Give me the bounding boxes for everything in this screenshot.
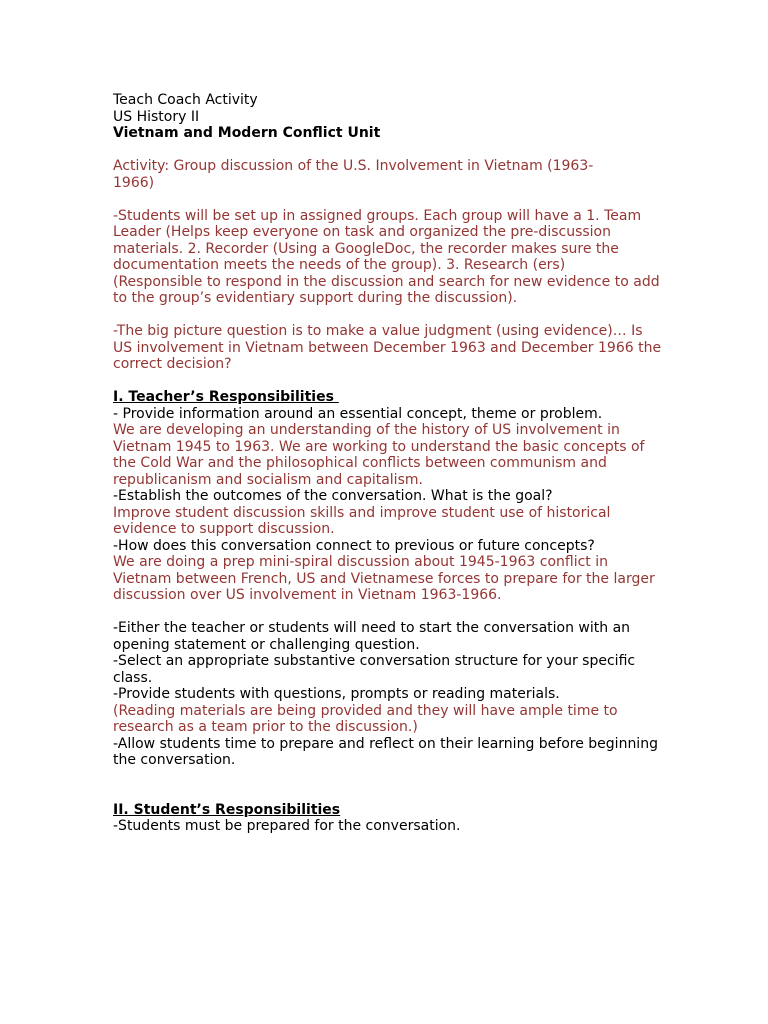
teacher-item-1: - Provide information around an essential concept, theme or problem. xyxy=(113,405,603,422)
teacher-item-4: -Either the teacher or students will need to start the conversation with an xyxy=(113,620,631,636)
student-item-1: -Students must be prepared for the conversation. xyxy=(113,818,461,834)
teacher-item-6-answer xyxy=(113,703,663,736)
answer-line: research as a team prior to the discussion.) xyxy=(113,719,418,735)
answer-line: discussion over US involvement in Vietnam 1963-1966. xyxy=(113,587,502,603)
groups-line: documentation meets the needs of the group). 3. Research (ers) xyxy=(113,257,566,273)
teacher-item-3-answer xyxy=(113,554,663,604)
course-name: US History II xyxy=(113,108,200,125)
activity-title-line-2: 1966) xyxy=(113,174,155,191)
teacher-item-2: -Establish the outcomes of the conversation. What is the goal? xyxy=(113,488,553,504)
big-picture-line: correct decision? xyxy=(113,356,232,372)
groups-paragraph xyxy=(113,208,663,307)
teacher-item-5-cont: class. xyxy=(113,669,153,686)
teacher-item-2-answer xyxy=(113,505,663,538)
big-picture-paragraph xyxy=(113,323,663,373)
groups-line: to the group’s evidentiary support during the discussion). xyxy=(113,290,518,306)
groups-line: materials. 2. Recorder (Using a GoogleDoc, the recorder makes sure the xyxy=(113,240,619,257)
answer-line: republicanism and socialism and capitalism. xyxy=(113,471,423,488)
document-body xyxy=(113,92,663,835)
unit-name: Vietnam and Modern Conflict Unit xyxy=(113,125,381,141)
teacher-item-4-cont: opening statement or challenging question. xyxy=(113,636,420,653)
groups-line: -Students will be set up in assigned groups. Each group will have a 1. Team xyxy=(113,207,642,224)
section-2-heading: II. Student’s Responsibilities xyxy=(113,801,341,818)
answer-line: We are developing an understanding of the history of US involvement in xyxy=(113,422,620,438)
big-picture-line: -The big picture question is to make a value judgment (using evidence)… Is xyxy=(113,323,643,339)
answer-line: Improve student discussion skills and improve student use of historical xyxy=(113,504,611,521)
answer-line: Vietnam between French, US and Vietnamese forces to prepare for the larger xyxy=(113,570,655,587)
groups-line: Leader (Helps keep everyone on task and organized the pre-discussion xyxy=(113,224,611,240)
doc-title: Teach Coach Activity xyxy=(113,92,258,108)
answer-line: the Cold War and the philosophical conflicts between communism and xyxy=(113,455,607,471)
answer-line: evidence to support discussion. xyxy=(113,521,335,537)
activity-title-line-1: Activity: Group discussion of the U.S. Involvement in Vietnam (1963- xyxy=(113,158,594,174)
teacher-item-3: -How does this conversation connect to previous or future concepts? xyxy=(113,537,595,554)
big-picture-line: US involvement in Vietnam between December 1963 and December 1966 the xyxy=(113,339,662,356)
section-1-heading: I. Teacher’s Responsibilities xyxy=(113,389,339,405)
answer-line: Vietnam 1945 to 1963. We are working to understand the basic concepts of xyxy=(113,438,645,455)
teacher-item-1-answer xyxy=(113,422,663,488)
answer-line: We are doing a prep mini-spiral discussion about 1945-1963 conflict in xyxy=(113,554,608,570)
teacher-item-5: -Select an appropriate substantive conversation structure for your specific xyxy=(113,653,636,669)
answer-line: (Reading materials are being provided and they will have ample time to xyxy=(113,702,618,719)
teacher-item-7: -Allow students time to prepare and reflect on their learning before beginning xyxy=(113,735,658,752)
teacher-item-7-cont: the conversation. xyxy=(113,752,236,768)
groups-line: (Responsible to respond in the discussion and search for new evidence to add xyxy=(113,273,660,290)
teacher-item-6: -Provide students with questions, prompts or reading materials. xyxy=(113,686,560,702)
